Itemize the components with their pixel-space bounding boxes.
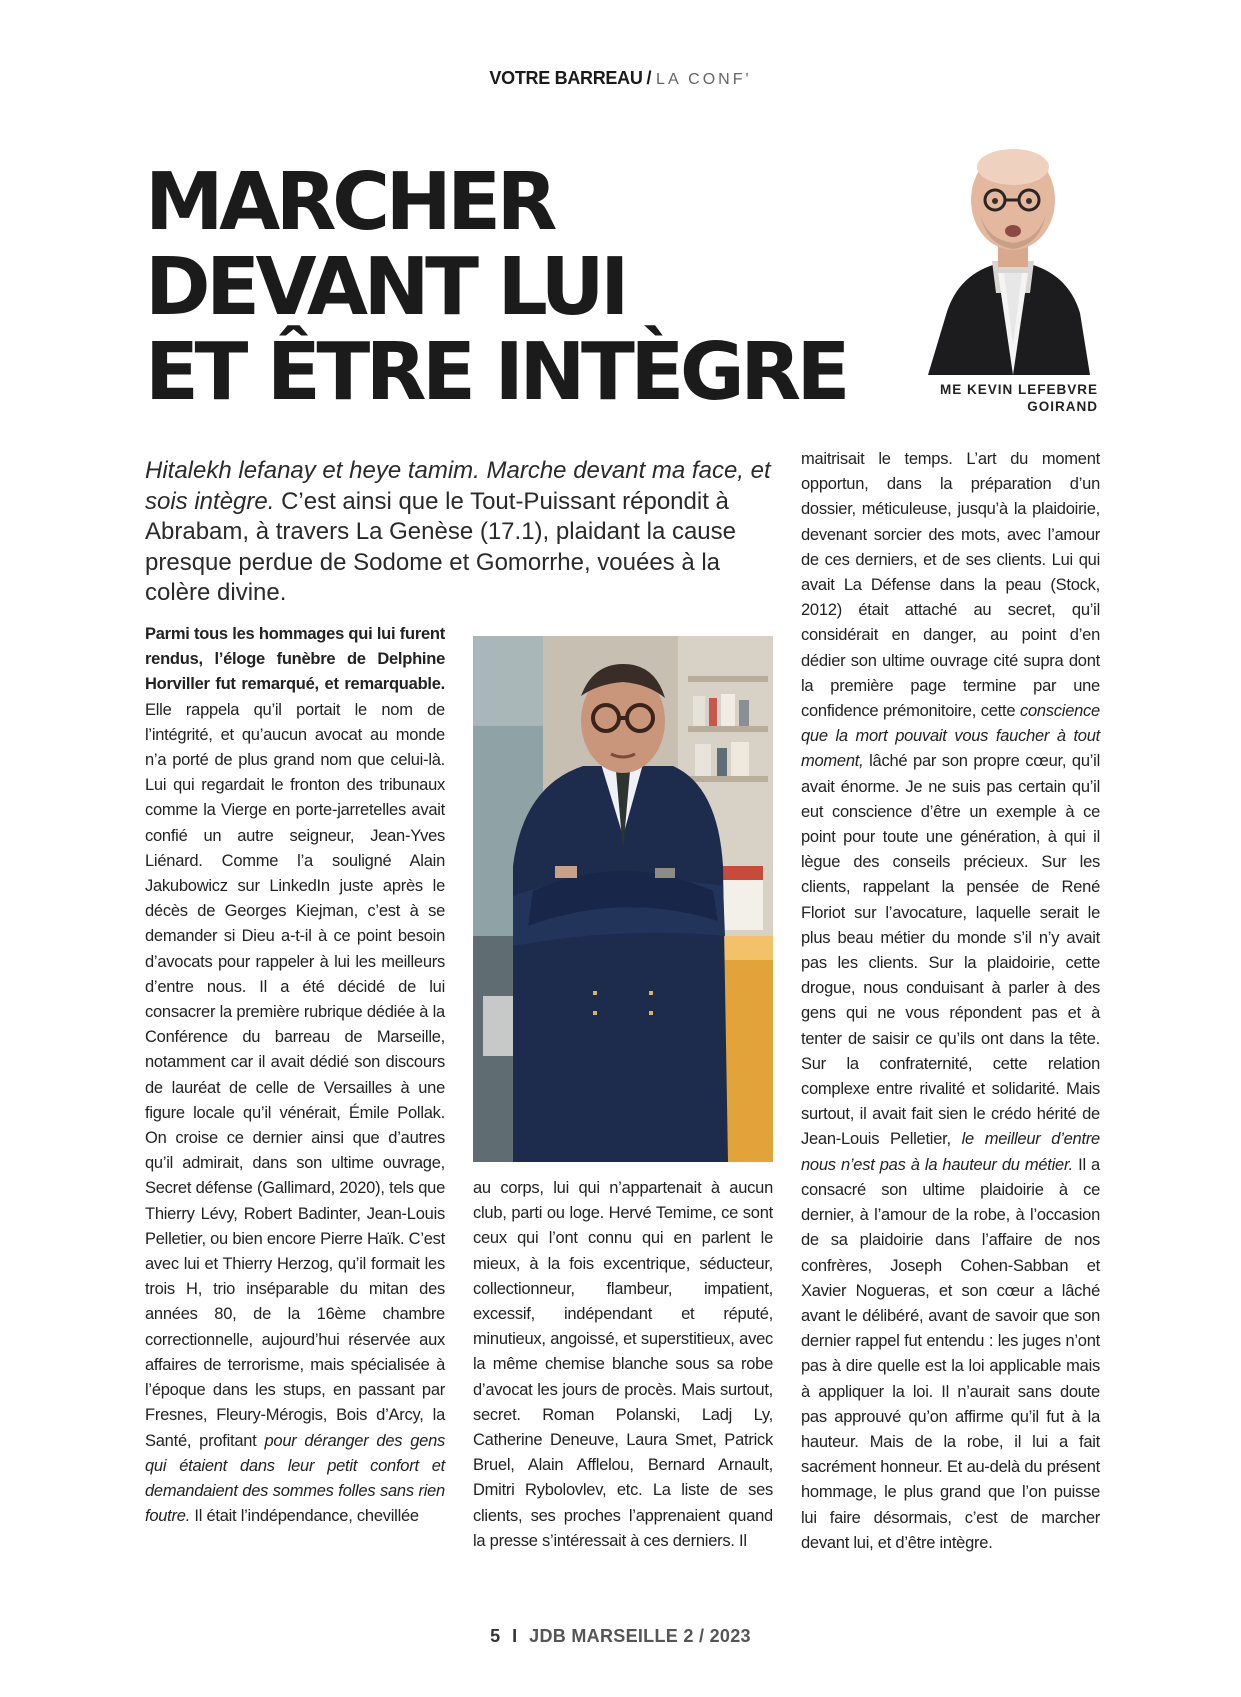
subsection-label: LA CONF': [656, 71, 752, 88]
section-header: [0, 68, 1241, 89]
column3-text-3: Il a consacré son ultime plaidoirie à ce dernier, à l’amour de la robe, à l’occasion de sa plaidoirie dans l’affaire de nos confrères, Joseph Cohen-Sabban et Xavier Nogueras, et son cœur a lâché avant le délibéré, avant de savoir que son dernier rappel fut entendu : les juges n’ont pas à dire quelle est la loi applicable mais à appliquer la loi. Il n’aurait sans doute pas approuvé qu’on affirme qu’il fut à la hauteur. Mais de la robe, il lui a fait sacrément honneur. Et au-delà du présent hommage, le plus grand que l’on puisse lui faire désormais, c’est de marcher devant lui, et d’être intègre.: [801, 1155, 1100, 1552]
column1-quote: pour déranger des gens qui étaient dans leur petit confort et demandaient des sommes folles sans rien foutre.: [145, 1431, 445, 1526]
column1-text-1: Elle rappela qu’il portait le nom de l’intégrité, et qu’aucun avocat au monde n’a porté de plus grand nom que celui-là. Lui qui regardait le fronton des tribunaux comme la Vierge en porte-jarretelles avait confié un autre seigneur, Jean-Yves Liénard. Comme l’a souligné Alain Jakubowicz sur LinkedIn juste après le décès de Georges Kiejman, c’est à se demander si Dieu a-t-il à ce point besoin d’avocats pour rappeler à lui les meilleurs d’entre nous. Il a été décidé de lui consacrer la première rubrique dédiée à la Conférence du barreau de Marseille, notamment car il avait dédié son discours de lauréat de celle de Versailles à une figure locale qu’il vénérait, Émile Pollak. On croise ce dernier ainsi que d’autres qu’il admirait, dans son ultime ouvrage, Secret défense (Gallimard, 2020), tels que Thierry Lévy, Robert Badinter, Jean-Louis Pelletier, ou bien encore Pierre Haïk. C’est avec lui et Thierry Herzog, qu’il formait les trois H, trio inséparable du mitan des années 80, de la 16ème chambre correctionnelle, aujourd’hui réservée aux affaires de terrorisme, mais spécialisée à l’époque dans les stups, en passant par Fresnes, Fleury-Mérogis, Bois d’Arcy, la Santé, profitant: [145, 700, 445, 1450]
intro-text: C’est ainsi que le Tout-Puissant répondit à Abrabam, à travers La Genèse (17.1), plaidant la cause presque perdue de Sodome et Gomorrhe, vouées à la colère divine.: [145, 487, 736, 606]
article-title: [145, 156, 847, 418]
article-column-1: [145, 622, 445, 1529]
portrait-caption: [880, 381, 1098, 415]
article-photo: [473, 636, 773, 1162]
section-label: VOTRE BARREAU: [489, 68, 643, 88]
footer-separator: I: [512, 1626, 518, 1646]
page-footer: [0, 1626, 1241, 1647]
column3-text-2: lâché par son propre cœur, qu’il avait énorme. Je ne suis pas certain qu’il eut conscience d’être un exemple à ce point pour toute une génération, à qui il lègue des conseils précieux. Sur les clients, rappelant la pensée de René Floriot sur l’avocature, laquelle serait le plus beau métier du monde s’il n’y avait pas les clients. Sur la plaidoirie, cette drogue, nous conduisant à parler à des gens qui ne vous répondent pas et à tenter de saisir ce qu’ils ont dans la tête. Sur la confraternité, cette relation complexe entre rivalité et solidarité. Mais surtout, il avait fait sien le crédo hérité de Jean-Louis Pelletier,: [801, 752, 1100, 1149]
column3-quote-1: conscience que la mort pouvait vous faucher à tout moment,: [801, 702, 1100, 771]
lead-paragraph: Parmi tous les hommages qui lui furent rendus, l’éloge funèbre de Delphine Horviller fut remarqué, et remarquable.: [145, 625, 445, 694]
article-column-2: [473, 1176, 773, 1554]
article-column-3: [801, 447, 1100, 1556]
caption-line-2: GOIRAND: [1027, 399, 1098, 414]
title-line-3: ET ÊTRE INTÈGRE: [145, 326, 847, 418]
section-separator: /: [646, 68, 653, 88]
caption-line-1: ME KEVIN LEFEBVRE: [939, 382, 1098, 397]
intro-quote: Hitalekh lefanay et heye tamim. Marche devant ma face, et sois intègre.: [145, 457, 771, 515]
column3-quote-2: le meilleur d’entre nous n’est pas à la hauteur du métier.: [801, 1130, 1100, 1174]
column2-text: au corps, lui qui n’appartenait à aucun club, parti ou loge. Hervé Temime, ce sont ceux qui l’ont connu qui en parlent le mieux, à la fois excentrique, séducteur, collectionneur, flambeur, impatient, excessif, indépendant et réputé, minutieux, angoissé, et superstitieux, avec la même chemise blanche sous sa robe d’avocat les jours de procès. Mais surtout, secret. Roman Polanski, Ladj Ly, Catherine Deneuve, Laura Smet, Patrick Bruel, Alain Afflelou, Bernard Arnault, Dmitri Rybolovlev, etc. La liste de ses clients, ses proches l’apprenaient quand la presse s’intéressait à ces derniers. Il: [473, 1179, 773, 1550]
article-intro: [145, 456, 785, 609]
title-line-1: MARCHER: [145, 156, 553, 248]
page-number: 5: [490, 1626, 501, 1646]
title-line-2: DEVANT LUI: [145, 241, 626, 333]
author-portrait: [928, 145, 1098, 375]
publication-name: JDB MARSEILLE 2 / 2023: [529, 1626, 751, 1646]
column1-text-2: Il était l’indépendance, chevillée: [190, 1507, 419, 1526]
column3-text-1: maitrisait le temps. L’art du moment opportun, dans la préparation d’un dossier, méticuleuse, jusqu’à la plaidoirie, devenant sorcier des mots, avec l’amour de ces derniers, et de ses clients. Lui qui avait La Défense dans la peau (Stock, 2012) était attaché au secret, qu’il considérait en danger, au point d’en dédier son ultime ouvrage cité supra dont la première page termine par une confidence prémonitoire, cette: [801, 450, 1100, 721]
